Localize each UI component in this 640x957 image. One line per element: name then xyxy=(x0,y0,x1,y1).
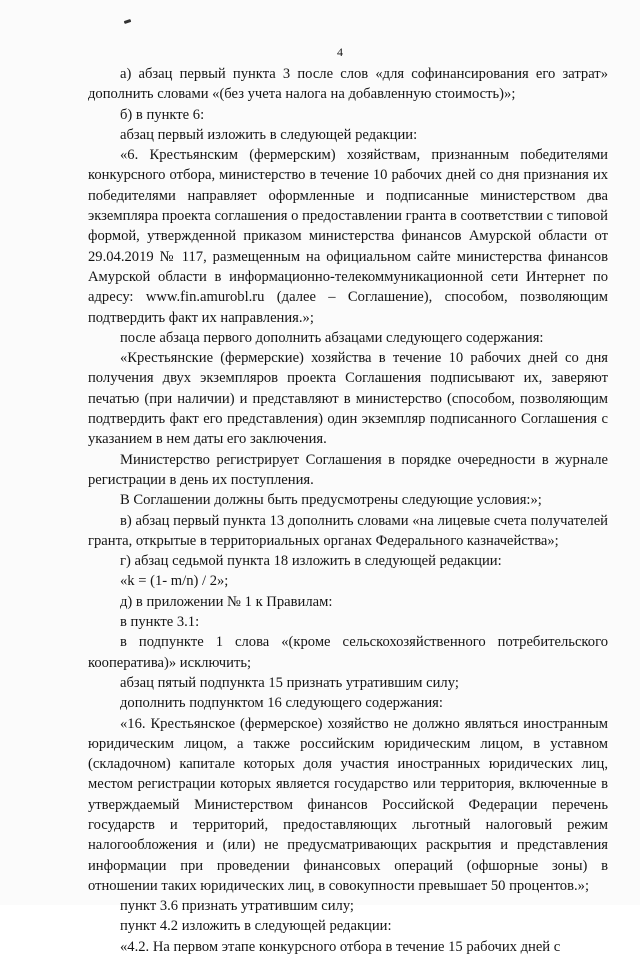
paragraph-point-6: «6. Крестьянским (фермерским) хозяйствам, признанным победителями конкурсного отбора, министерство в течение 10 рабочих дней со дня признания их победителями направляет оформленные и подписанные министерством два экземпляра проекта соглашения о предоставлении гранта в соответствии с типовой формой, утвержденной приказом министерства финансов Амурской области от 29.04.2019 № 117, размещенным на официальном сайте министерства финансов Амурской области в информационно-телекоммуникационной сети Интернет по адресу: www.fin.amurobl.ru (далее – Соглашение), способом, позволяющим подтвердить факт их направления.»; xyxy=(88,147,608,326)
scan-artifact xyxy=(124,19,132,24)
paragraph-subpoint-1: в подпункте 1 слова «(кроме сельскохозяйственного потребительского кооператива)» исключить; xyxy=(88,634,608,671)
document-body xyxy=(88,64,608,957)
paragraph-instruction: после абзаца первого дополнить абзацами следующего содержания: xyxy=(120,329,544,346)
paragraph-instruction: дополнить подпунктом 16 следующего содержания: xyxy=(120,695,443,712)
paragraph-amendment-g: г) абзац седьмой пункта 18 изложить в следующей редакции: xyxy=(120,553,502,570)
paragraph-point-3-6: пункт 3.6 признать утратившим силу; xyxy=(120,898,354,915)
page-number: 4 xyxy=(337,45,343,59)
paragraph-amendment-d: д) в приложении № 1 к Правилам: xyxy=(120,593,333,610)
paragraph-point-3-1: в пункте 3.1: xyxy=(120,614,200,631)
paragraph-conditions: В Соглашении должны быть предусмотрены следующие условия:»; xyxy=(120,492,542,509)
paragraph-amendment-b: б) в пункте 6: xyxy=(120,106,205,123)
paragraph-point-4-2: «4.2. На первом этапе конкурсного отбора в течение 15 рабочих дней с xyxy=(120,938,561,955)
paragraph-subpoint-16: «16. Крестьянское (фермерское) хозяйство не должно являться иностранным юридическим лицом, а также российским юридическим лицом, в уставном (складочном) капитале которых доля участия иностранных юридических лиц, местом регистрации которых является государство или территория, включенные в утверждаемый Министерством финансов Российской Федерации перечень государств и территорий, предоставляющих льготный налоговый режим налогообложения и (или) не предусматривающих раскрытия и представления информации при проведении финансовых операций (офшорные зоны) в отношении таких юридических лиц, в совокупности превышает 50 процентов.»; xyxy=(88,715,608,894)
paragraph-instruction: пункт 4.2 изложить в следующей редакции: xyxy=(120,918,392,935)
paragraph-formula: «k = (1- m/n) / 2»; xyxy=(120,573,229,590)
paragraph-amendment-a: а) абзац первый пункта 3 после слов «для софинансирования его затрат» дополнить словами «(без учета налога на добавленную стоимость)»; xyxy=(88,66,608,103)
paragraph-subpoint-15: абзац пятый подпункта 15 признать утратившим силу; xyxy=(120,674,459,691)
paragraph-registration: Министерство регистрирует Соглашения в порядке очередности в журнале регистрации в день их поступления. xyxy=(88,451,608,488)
paragraph-amendment-v: в) абзац первый пункта 13 дополнить словами «на лицевые счета получателей гранта, открытые в территориальных органах Федерального казначейства»; xyxy=(88,512,608,549)
paragraph-farm-duties: «Крестьянские (фермерские) хозяйства в течение 10 рабочих дней со дня получения двух экземпляров проекта Соглашения подписывают их, заверяют печатью (при наличии) и представляют в министерство (способом, позволяющим подтвердить факт его представления) один экземпляр подписанного Соглашения с указанием в нем даты его заключения. xyxy=(88,350,608,448)
paragraph-instruction: абзац первый изложить в следующей редакции: xyxy=(120,126,418,143)
